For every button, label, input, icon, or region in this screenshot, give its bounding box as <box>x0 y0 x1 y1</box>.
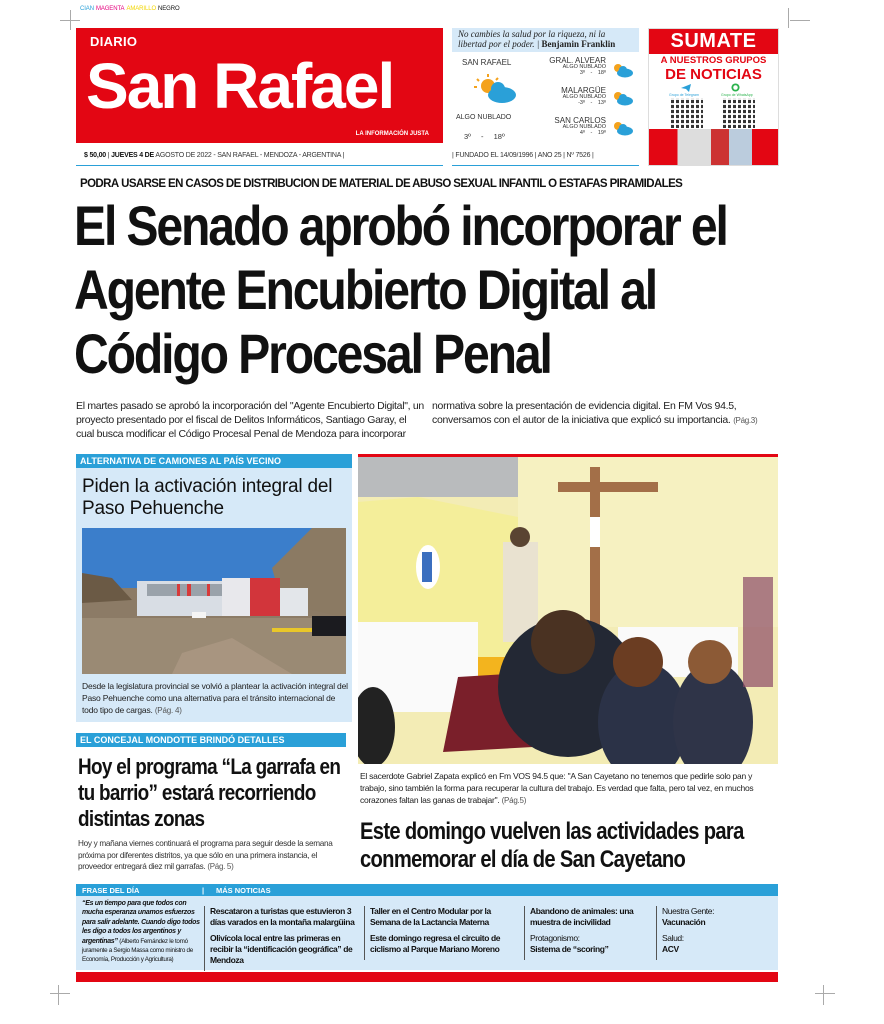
pehuenche-headline[interactable]: Piden la activación integral del Paso Pehuenche <box>82 476 333 519</box>
news-item[interactable]: Sistema de “scoring” <box>530 944 609 954</box>
founded-info: | FUNDADO EL 14/09/1996 | AÑO 25 | Nº 7526 | <box>452 152 639 166</box>
news-item[interactable]: Vacunación <box>662 917 706 927</box>
crop-mark <box>788 8 789 28</box>
masthead-title: San Rafael <box>86 50 394 122</box>
weather-city <box>536 117 606 137</box>
mas-noticias-label: MÁS NOTICIAS <box>216 886 271 895</box>
frase-del-dia <box>82 899 202 965</box>
frase-label: FRASE DEL DÍA <box>82 886 140 895</box>
cayetano-caption-text: El sacerdote Gabriel Zapata explicó en Fm VOS 94.5 que: "A San Cayetano no tenemos que pedirle solo pan y trabajo, sino también la forma para recuperar la cultura del trabajo. Es verdad que falta, pero tal vez, en muchos corazones faltan las ganas de trabajar". <box>360 771 754 805</box>
weather-city-temp: 4º - 19º <box>579 130 606 137</box>
color-label-cyan: CIAN <box>80 6 94 12</box>
quote-text: No cambies la salud por la riqueza, ni la libertad por el poder. <box>458 29 606 49</box>
frase-text: “Es un tiempo para que todos con mucha esperanza unamos esfuerzos para salir adelante. Cuando digo todos les digo a todos los argentinos y argentinas” <box>82 900 200 945</box>
cayetano-page-ref: (Pág.5) <box>501 796 527 805</box>
weather-main-sep: - <box>481 132 484 141</box>
bottom-briefs <box>76 884 778 970</box>
whatsapp-qr-code[interactable] <box>723 98 755 128</box>
quote-of-the-day: No cambies la salud por la riqueza, ni la libertad por el poder. | Benjamin Franklin <box>452 28 639 52</box>
date-day: JUEVES 4 DE <box>111 152 155 159</box>
telegram-qr-code[interactable] <box>671 98 703 128</box>
lead-headline[interactable]: El Senado aprobó incorporar el Agente Encubierto Digital al Código Procesal Penal <box>74 194 727 385</box>
weather-panel <box>452 56 639 148</box>
news-column <box>524 906 654 960</box>
footer-red-bar <box>76 972 778 982</box>
weather-main-temp <box>464 132 534 141</box>
ad-line3: DE NOTICIAS <box>665 66 762 83</box>
weather-city <box>536 57 606 77</box>
lead-kicker: PODRÁ USARSE EN CASOS DE DISTRIBUCIÓN DE MATERIAL DE ABUSO SEXUAL INFANTIL O ESTAFAS PIRAMIDALES <box>80 178 683 190</box>
news-item[interactable]: Rescataron a turistas que estuvieron 3 días varados en la montaña malargüina <box>210 906 355 927</box>
garrafa-headline[interactable]: Hoy el programa “La garrafa en tu barrio” estará recorriendo distintas zonas <box>78 754 341 831</box>
weather-city-desc: ALGO NUBLADO <box>562 64 606 71</box>
pehuenche-kicker: ALTERNATIVA DE CAMIONES AL PAÍS VECINO <box>76 454 352 468</box>
crop-mark <box>790 20 810 21</box>
pehuenche-caption <box>82 680 348 717</box>
weather-city-temp: -3º - 13º <box>578 100 606 107</box>
lead-body-text: El martes pasado se aprobó la incorporación del "Agente Encubierto Digital", un proyecto presentado por el fiscal de Delitos Informáticos, Santiago Garay, el cual busca modificar el Código Procesal Penal de Mendoza para incorporar normativa sobre la presentación de evidencia digital. En FM Vos 94.5, conversamos con el autor de la iniciativa que explicó su importancia. <box>76 400 737 440</box>
garrafa-body-text: Hoy y mañana viernes continuará el programa para seguir desde la semana próxima por diferentes distritos, ya que sólo en una primera instancia, el proveedor entregará diez mil garrafas. <box>78 839 333 871</box>
garrafa-body <box>78 838 348 873</box>
bottom-header-bar <box>76 884 778 896</box>
bar-separator: | <box>202 886 205 895</box>
color-label-black: NEGRO <box>158 6 180 12</box>
news-label: Salud: <box>662 933 684 943</box>
news-column <box>656 906 776 960</box>
news-item[interactable]: Taller en el Centro Modular por la Semana de la Lactancia Materna <box>370 906 491 927</box>
crop-mark <box>70 10 71 30</box>
news-column <box>204 906 362 971</box>
weather-city <box>536 87 606 107</box>
pehuenche-photo <box>82 528 346 674</box>
whatsapp-icon <box>731 83 740 92</box>
color-registration-labels <box>80 6 182 12</box>
masthead-logo[interactable] <box>76 28 443 143</box>
news-item[interactable]: Este domingo regresa el circuito de ciclismo al Parque Mariano Moreno <box>370 933 501 954</box>
news-item[interactable]: Olivícola local entre las primeras en recibir la “identificación geográfica” de Mendoza <box>210 933 353 965</box>
weather-city-name: GRAL. ALVEAR <box>549 56 606 65</box>
masthead-tagline: LA INFORMACIÓN JUSTA <box>355 131 429 137</box>
weather-main-max: 18º <box>493 132 505 141</box>
crop-mark <box>50 993 70 994</box>
crop-mark <box>823 985 824 1005</box>
masthead-pretitle: DIARIO <box>90 34 138 49</box>
date-rest: AGOSTO DE 2022 - SAN RAFAEL - MENDOZA - ARGENTINA | <box>155 152 345 159</box>
partly-cloudy-icon <box>610 120 634 136</box>
news-item[interactable]: Abandono de animales: una muestra de incivilidad <box>530 906 634 927</box>
weather-city-desc: ALGO NUBLADO <box>562 124 606 131</box>
ad-line2: A NUESTROS GRUPOS <box>660 55 767 66</box>
cayetano-headline[interactable]: Este domingo vuelven las actividades para conmemorar el día de San Cayetano <box>360 818 744 873</box>
weather-main-city: SAN RAFAEL <box>462 58 512 67</box>
weather-city-name: SAN CARLOS <box>554 116 606 125</box>
weather-city-desc: ALGO NUBLADO <box>562 94 606 101</box>
partly-cloudy-icon <box>474 74 518 104</box>
weather-city-name: MALARGÜE <box>561 86 606 95</box>
news-item[interactable]: ACV <box>662 944 679 954</box>
news-label: Protagonismo: <box>530 933 580 943</box>
dateline: $ 50,00 | JUEVES 4 DE AGOSTO DE 2022 - SAN RAFAEL - MENDOZA - ARGENTINA | <box>76 152 443 166</box>
weather-city-temp: 3º - 18º <box>579 70 606 77</box>
garrafa-kicker: EL CONCEJAL MONDOTTE BRINDÓ DETALLES <box>76 733 346 747</box>
telegram-icon <box>681 84 691 92</box>
price: $ 50,00 <box>84 152 106 159</box>
pehuenche-page-ref: (Pág. 4) <box>154 706 182 715</box>
weather-main-min: 3º <box>464 132 471 141</box>
frase-attribution: (Alberto Fernández le tomó juramente a Sergio Massa como ministro de Economía, Producción y Agricultura) <box>82 937 193 964</box>
whatsapp-label: Grupo de WhatsApp <box>721 93 753 97</box>
lead-page-ref: (Pág.3) <box>733 416 758 425</box>
weather-main-desc: ALGO NUBLADO <box>456 114 512 121</box>
join-news-groups-ad[interactable] <box>648 28 779 166</box>
pehuenche-story <box>76 454 352 722</box>
crop-mark <box>815 993 835 994</box>
lead-body <box>76 399 780 447</box>
garrafa-page-ref: (Pág. 5) <box>207 862 234 871</box>
news-label: Nuestra Gente: <box>662 906 715 916</box>
pehuenche-caption-text: Desde la legislatura provincial se volvió a plantear la activación integral del Paso Pehuenche como una alternativa para el tránsito internacional de todo tipo de cargas. <box>82 681 348 715</box>
cayetano-caption <box>360 770 780 807</box>
color-label-magenta: MAGENTA <box>95 6 125 12</box>
partly-cloudy-icon <box>610 62 634 78</box>
ad-newspaper-image <box>649 129 778 165</box>
telegram-label: Grupo de Telegram <box>669 93 699 97</box>
san-cayetano-photo <box>358 454 778 764</box>
news-column <box>364 906 522 960</box>
crop-mark <box>58 985 59 1005</box>
ad-title: SUMATE <box>649 29 778 54</box>
quote-author: Benjamin Franklin <box>541 38 616 49</box>
color-label-yellow: AMARILLO <box>126 6 157 12</box>
partly-cloudy-icon <box>610 90 634 106</box>
